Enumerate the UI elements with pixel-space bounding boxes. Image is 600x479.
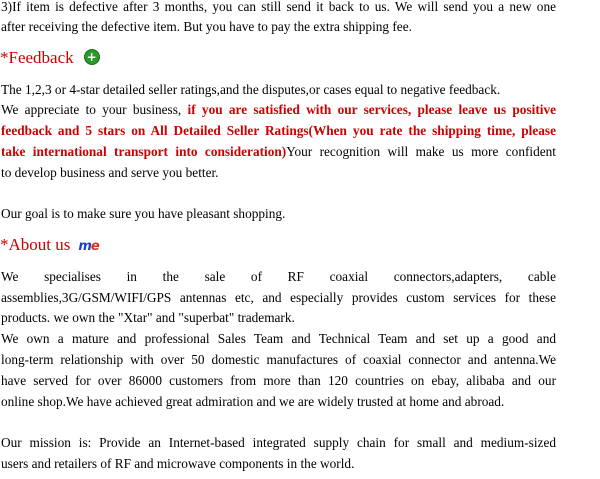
mission-line-1: Our mission is: Provide an Internet-based integrated supply chain for small and medium-sized [1, 435, 556, 450]
feedback-appreciate-line-1 [1, 100, 556, 120]
about-us-heading [0, 234, 99, 258]
about-p1-line-3: products. we own the "Xtar" and "superbat" trademark. [1, 310, 295, 325]
feedback-ratings-line: The 1,2,3 or 4-star detailed seller ratings,and the disputes,or cases equal to negative feedback. [1, 82, 501, 97]
warranty-line-1: 3)If item is defective after 3 months, you can still send it back to us. We will send you a new one [1, 0, 556, 14]
about-p2-line-4: online shop.We have achieved great admiration and we are widely trusted at home and abroad. [1, 394, 505, 409]
mission-line-2: users and retailers of RF and microwave components in the world. [1, 456, 355, 471]
feedback-heading [0, 47, 100, 69]
feedback-appreciate-lead: We appreciate to your business, [1, 102, 188, 117]
feedback-request-text-2: feedback and 5 stars on All Detailed Seller Ratings(When you rate the shipping time, please [1, 123, 556, 138]
feedback-appreciate-line-4: to develop business and serve you better. [1, 165, 219, 180]
feedback-heading-text: *Feedback [0, 48, 74, 67]
about-p1-line-2: assemblies,3G/GSM/WIFI/GPS antennas etc, and especially provides custom services for these [1, 290, 556, 305]
about-p1-line-1: We specialises in the sale of RF coaxial connectors,adapters, cable [1, 269, 556, 284]
about-p2-line-2: long-term relationship with over 50 domestic manufactures of coaxial connector and antenna.We [1, 352, 556, 367]
warranty-line-2: after receiving the defective item. But you have to pay the extra shipping fee. [1, 19, 412, 34]
about-p2-line-3: have served for over 86000 customers from more than 120 countries on ebay, alibaba and our [1, 373, 556, 388]
about-p2-line-1: We own a mature and professional Sales Team and Technical Team and set up a good and [1, 331, 556, 346]
feedback-goal: Our goal is to make sure you have pleasant shopping. [1, 206, 286, 221]
about-us-heading-text: *About us [0, 235, 71, 254]
feedback-appreciate-line-2 [1, 121, 556, 141]
feedback-recognition-text: Your recognition will make us more confident [286, 144, 556, 159]
feedback-appreciate-line-3 [1, 142, 556, 162]
me-logo-icon: me [78, 239, 99, 254]
feedback-request-text-3: take international transport into consideration) [1, 144, 287, 159]
feedback-request-text-1: if you are satisfied with our services, please leave us positive [187, 102, 556, 117]
plus-circle-icon: + [84, 49, 100, 65]
